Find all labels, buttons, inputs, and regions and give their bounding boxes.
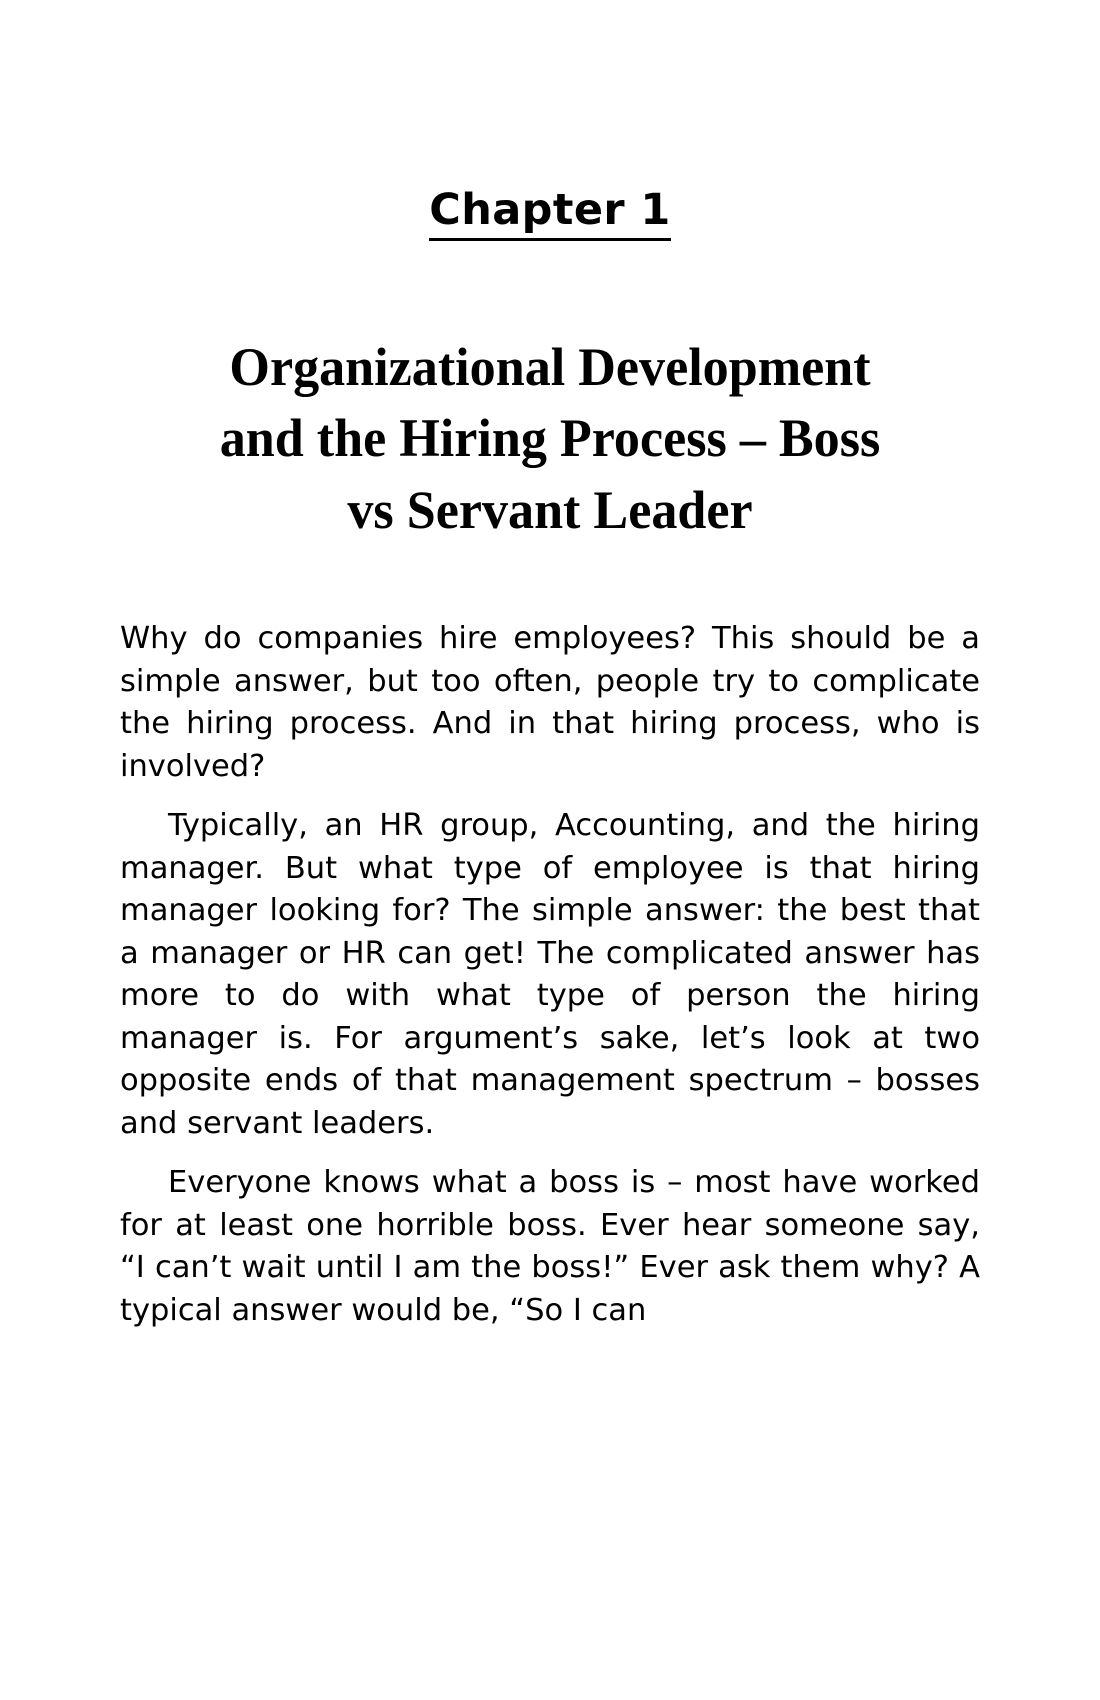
body-text: [120, 618, 980, 1332]
chapter-title-line-1: Organizational Development: [229, 337, 871, 398]
chapter-label-text: Chapter 1: [429, 186, 670, 241]
chapter-label: [0, 186, 1100, 241]
chapter-title-line-3: vs Servant Leader: [347, 479, 753, 540]
body-paragraph: Why do companies hire employees? This should be a simple answer, but too often, people try to complicate the hiring process. And in that hiring process, who is involved?: [120, 621, 980, 784]
body-paragraph: Everyone knows what a boss is – most have worked for at least one horrible boss. Ever hear someone say, “I can’t wait until I am the boss!” Ever ask them why? A typical answer would be, “So I can: [120, 1165, 980, 1328]
body-paragraph: Typically, an HR group, Accounting, and the hiring manager. But what type of employee is that hiring manager looking for? The simple answer: the best that a manager or HR can get! The complicated answer has more to do with what type of person the hiring manager is. For argument’s sake, let’s look at two opposite ends of that management spectrum – bosses and servant leaders.: [120, 808, 980, 1141]
chapter-title-line-2: and the Hiring Process – Boss: [219, 408, 881, 469]
chapter-title: [135, 332, 965, 546]
